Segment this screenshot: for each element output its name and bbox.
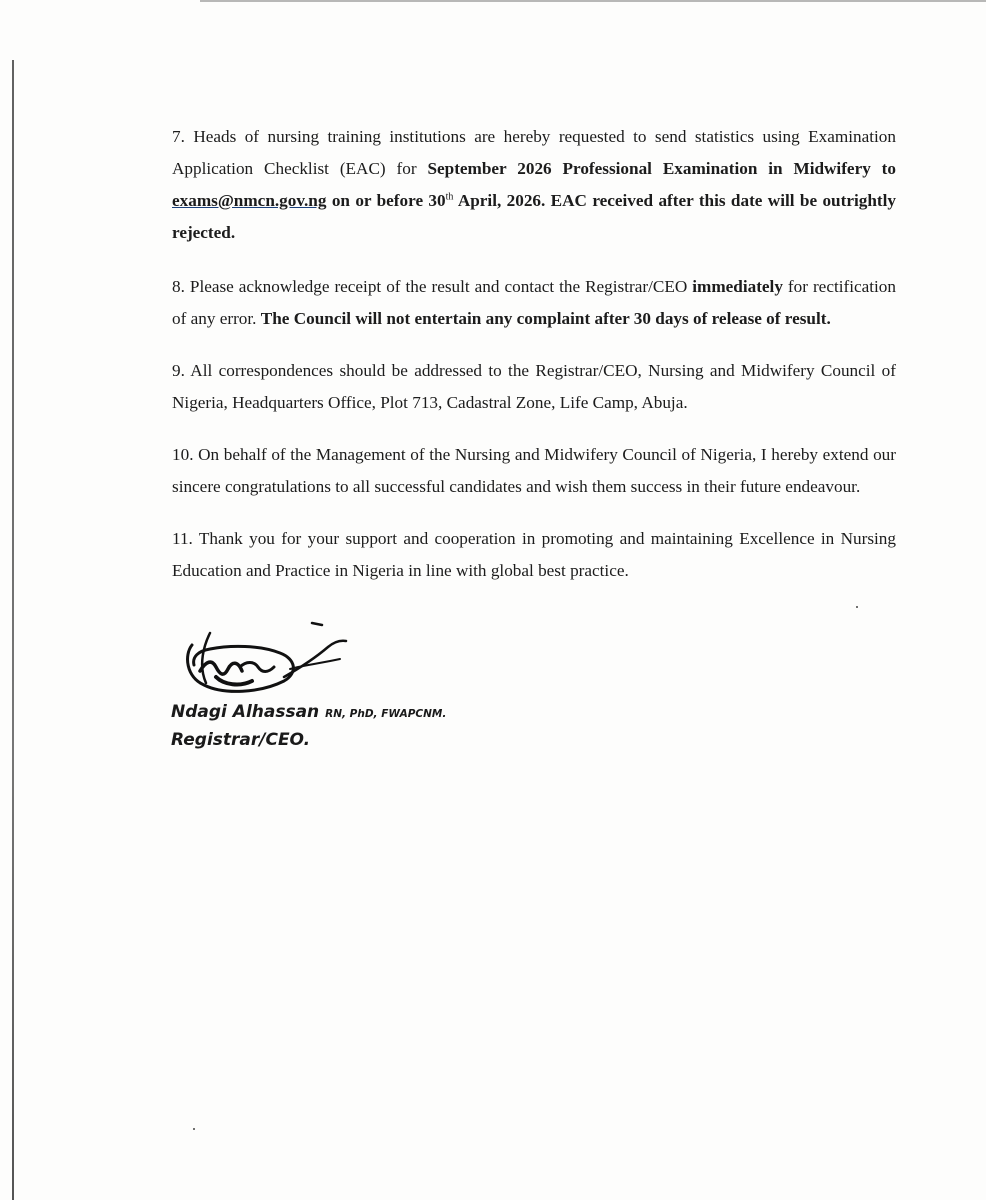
signatory-name: Ndagi Alhassan bbox=[171, 702, 320, 722]
letter-body bbox=[172, 121, 896, 607]
scan-edge-top bbox=[200, 0, 986, 2]
paragraph-8-bold-immediately: immediately bbox=[692, 277, 783, 296]
paragraph-8-text: 8. Please acknowledge receipt of the result and contact the Registrar/CEO bbox=[172, 277, 693, 296]
paragraph-11: 11. Thank you for your support and cooperation in promoting and maintaining Excellence in Nursing Education and Practice in Nigeria in line with global best practice. bbox=[172, 529, 896, 580]
email-link[interactable]: exams@nmcn.gov.ng bbox=[172, 191, 327, 210]
scan-speck bbox=[193, 1128, 195, 1130]
signatory-name-line bbox=[171, 700, 446, 726]
paragraph-7-bold-deadline: April, 2026. EAC received after this date will be outrightly rejected. bbox=[172, 191, 896, 242]
paragraph-8-bold-warning: The Council will not entertain any complaint after 30 days of release of result. bbox=[260, 309, 831, 328]
date-ordinal-suffix: th bbox=[445, 191, 454, 203]
paragraph-10: 10. On behalf of the Management of the Nursing and Midwifery Council of Nigeria, I hereby extend our sincere congratulations to all successful candidates and wish them success in their future endeavour. bbox=[172, 445, 896, 496]
paragraph-8-text-2: for rectification of any error. bbox=[172, 277, 896, 328]
paragraph-7-bold-exam: September 2026 Professional Examination in Midwifery to bbox=[427, 159, 896, 178]
scan-edge-left bbox=[12, 60, 14, 1200]
paragraph-9: 9. All correspondences should be addressed to the Registrar/CEO, Nursing and Midwifery Council of Nigeria, Headquarters Office, Plot 713, Cadastral Zone, Life Camp, Abuja. bbox=[172, 361, 896, 412]
paragraph-7-text: 7. Heads of nursing training institutions are hereby requested to send statistics using Examination Application Checklist (EAC) for bbox=[172, 127, 896, 178]
paragraph-8 bbox=[172, 271, 896, 335]
paragraph-7 bbox=[172, 121, 896, 249]
paragraph-7-bold-date: on or before 30 bbox=[326, 191, 446, 210]
signatory-credentials: RN, PhD, FWAPCNM. bbox=[325, 708, 447, 720]
handwritten-signature bbox=[180, 615, 360, 705]
signatory-title: Registrar/CEO. bbox=[171, 730, 311, 750]
